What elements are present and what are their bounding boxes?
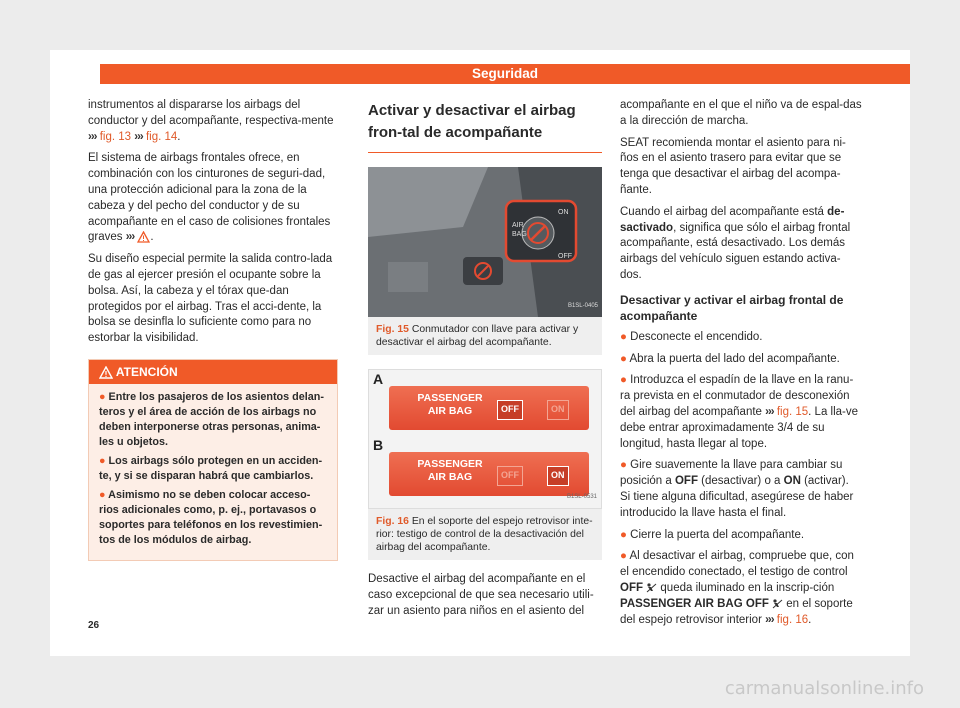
airbag-off-icon	[646, 583, 657, 593]
paragraph: instrumentos al dispararse los airbags del conductor y del acompañante, respectiva-mente ››› fig. 13 ››› fig. 14.	[88, 99, 334, 143]
on-lit-tag: ON	[547, 466, 569, 486]
figure-code: B1SL-0405	[567, 303, 598, 310]
bag-label: BAG	[512, 231, 527, 238]
bullet-icon: ●	[620, 374, 627, 387]
list-item: ● Los airbags sólo protegen en un acciden-te, y si se disparan habrá que cambiarlos.	[99, 454, 323, 482]
list-item: ● Asimismo no se deben colocar acceso-rios adicionales como, p. ej., portavasos o soportes para teléfonos en los revestimien-tos de los módulos de airbag.	[99, 488, 323, 546]
bullet-icon: ●	[620, 550, 627, 563]
figure-code: B1SL-0531	[566, 494, 597, 501]
list-item: ● Cierre la puerta del acompañante.	[620, 528, 805, 541]
bullet-icon: ●	[99, 488, 106, 501]
list-item: ● Abra la puerta del lado del acompañante.	[620, 352, 840, 365]
paragraph: SEAT recomienda montar el asiento para ni-ños en el asiento trasero para evitar que se tenga que desactivar el airbag del acompa-ñante.	[620, 136, 846, 196]
arrow-ref-icon: ›››	[134, 130, 143, 143]
column-middle	[368, 98, 602, 625]
figure-caption: Fig. 16 En el soporte del espejo retrovisor inte-rior: testigo de control de la desactivación del airbag del acompañante.	[368, 509, 602, 560]
subsection-title: Desactivar y activar el airbag frontal de acompañante	[620, 292, 844, 323]
fig-link[interactable]: fig. 14	[145, 130, 178, 143]
label-b: B	[373, 437, 384, 453]
off-lit-tag: OFF	[497, 400, 523, 420]
bullet-icon: ●	[620, 528, 627, 541]
page-number: 26	[88, 620, 100, 631]
dashboard-illustration	[368, 167, 602, 317]
arrow-ref-icon: ›››	[765, 405, 774, 418]
warning-box	[88, 359, 338, 561]
bullet-icon: ●	[620, 330, 627, 343]
arrow-ref-icon: ›››	[88, 130, 97, 143]
arrow-ref-icon: ›››	[125, 231, 135, 244]
label-a: A	[373, 371, 384, 387]
off-label: OFF	[558, 253, 572, 260]
list-item: ● Introduzca el espadín de la llave en la ranu-ra prevista en el conmutador de desconexión del airbag del acompañante ››› fig. 15. La lla-ve debe entrar aproximadamente 3/4 de su longitud, hasta llegar al tope.	[620, 374, 859, 450]
airbag-off-icon	[772, 599, 783, 609]
arrow-ref-icon: ›››	[765, 613, 774, 626]
warning-triangle-icon	[99, 366, 113, 379]
manual-page	[50, 50, 910, 656]
figure-caption: Fig. 15 Conmutador con llave para activar y desactivar el airbag del acompañante.	[368, 317, 602, 355]
warning-header: ATENCIÓN	[89, 360, 337, 384]
on-label: ON	[558, 209, 569, 216]
list-item: ● Entre los pasajeros de los asientos delan-teros y el área de acción de los airbags no deben interponerse otras personas, anima-les u objetos.	[99, 390, 324, 448]
column-right	[620, 98, 862, 634]
warning-triangle-icon[interactable]	[137, 231, 150, 243]
figure-15-image	[368, 167, 602, 317]
section-title: Activar y desactivar el airbag fron-tal de acompañante	[368, 100, 602, 153]
indicator-panel-b: PASSENGER AIR BAG OFF ON	[389, 452, 589, 496]
fig-link[interactable]: fig. 13	[99, 130, 132, 143]
list-item: ● Desconecte el encendido.	[620, 330, 763, 343]
off-dim-tag: OFF	[497, 466, 523, 486]
bullet-icon: ●	[620, 352, 627, 365]
warning-body	[89, 384, 337, 560]
bullet-icon: ●	[620, 459, 627, 472]
paragraph: Cuando el airbag del acompañante está de-sactivado, significa que sólo el airbag frontal acompañante, está desactivado. Los demás airbags del vehículo siguen estando activa-dos.	[620, 205, 851, 281]
section-header: Seguridad	[100, 64, 910, 84]
paragraph: acompañante en el que el niño va de espal-das a la dirección de marcha.	[620, 99, 862, 127]
watermark: carmanualsonline.info	[724, 678, 924, 699]
figure-16-image	[368, 369, 602, 509]
paragraph: El sistema de airbags frontales ofrece, en combinación con los cinturones de seguri-dad, una protección adicional para la zona de la cabeza y del pecho del conductor y de su acompañante en el caso de colisiones frontales graves ››› .	[88, 152, 331, 244]
on-dim-tag: ON	[547, 400, 569, 420]
fig-link[interactable]: fig. 15	[776, 405, 809, 418]
list-item: ● Al desactivar el airbag, compruebe que, con el encendido conectado, el testigo de control OFF queda iluminado en la inscrip-ción PASSENGER AIR BAG OFF en el soporte del espejo retrovisor interior ››› fig. 16.	[620, 550, 854, 626]
fig-link[interactable]: fig. 16	[776, 613, 809, 626]
air-label: AIR	[512, 222, 524, 229]
bullet-icon: ●	[99, 390, 106, 403]
indicator-panel-a: PASSENGER AIR BAG OFF ON	[389, 386, 589, 430]
column-left	[88, 98, 338, 561]
list-item: ● Gire suavemente la llave para cambiar su posición a OFF (desactivar) o a ON (activar). Si tiene alguna dificultad, asegúrese de haber introducido la llave hasta el final.	[620, 459, 854, 519]
bullet-icon: ●	[99, 454, 106, 467]
paragraph: Su diseño especial permite la salida contro-lada de gas al ejercer presión el ocupante sobre la bolsa. Así, la cabeza y el tórax que-dan protegidos por el airbag. Tras el acci-dente, la bolsa se desinfla lo suficiente como para no estorbar la visibilidad.	[88, 253, 333, 345]
paragraph: Desactive el airbag del acompañante en el caso excepcional de que sea necesario utili-zar un asiento para niños en el asiento del	[368, 573, 594, 617]
